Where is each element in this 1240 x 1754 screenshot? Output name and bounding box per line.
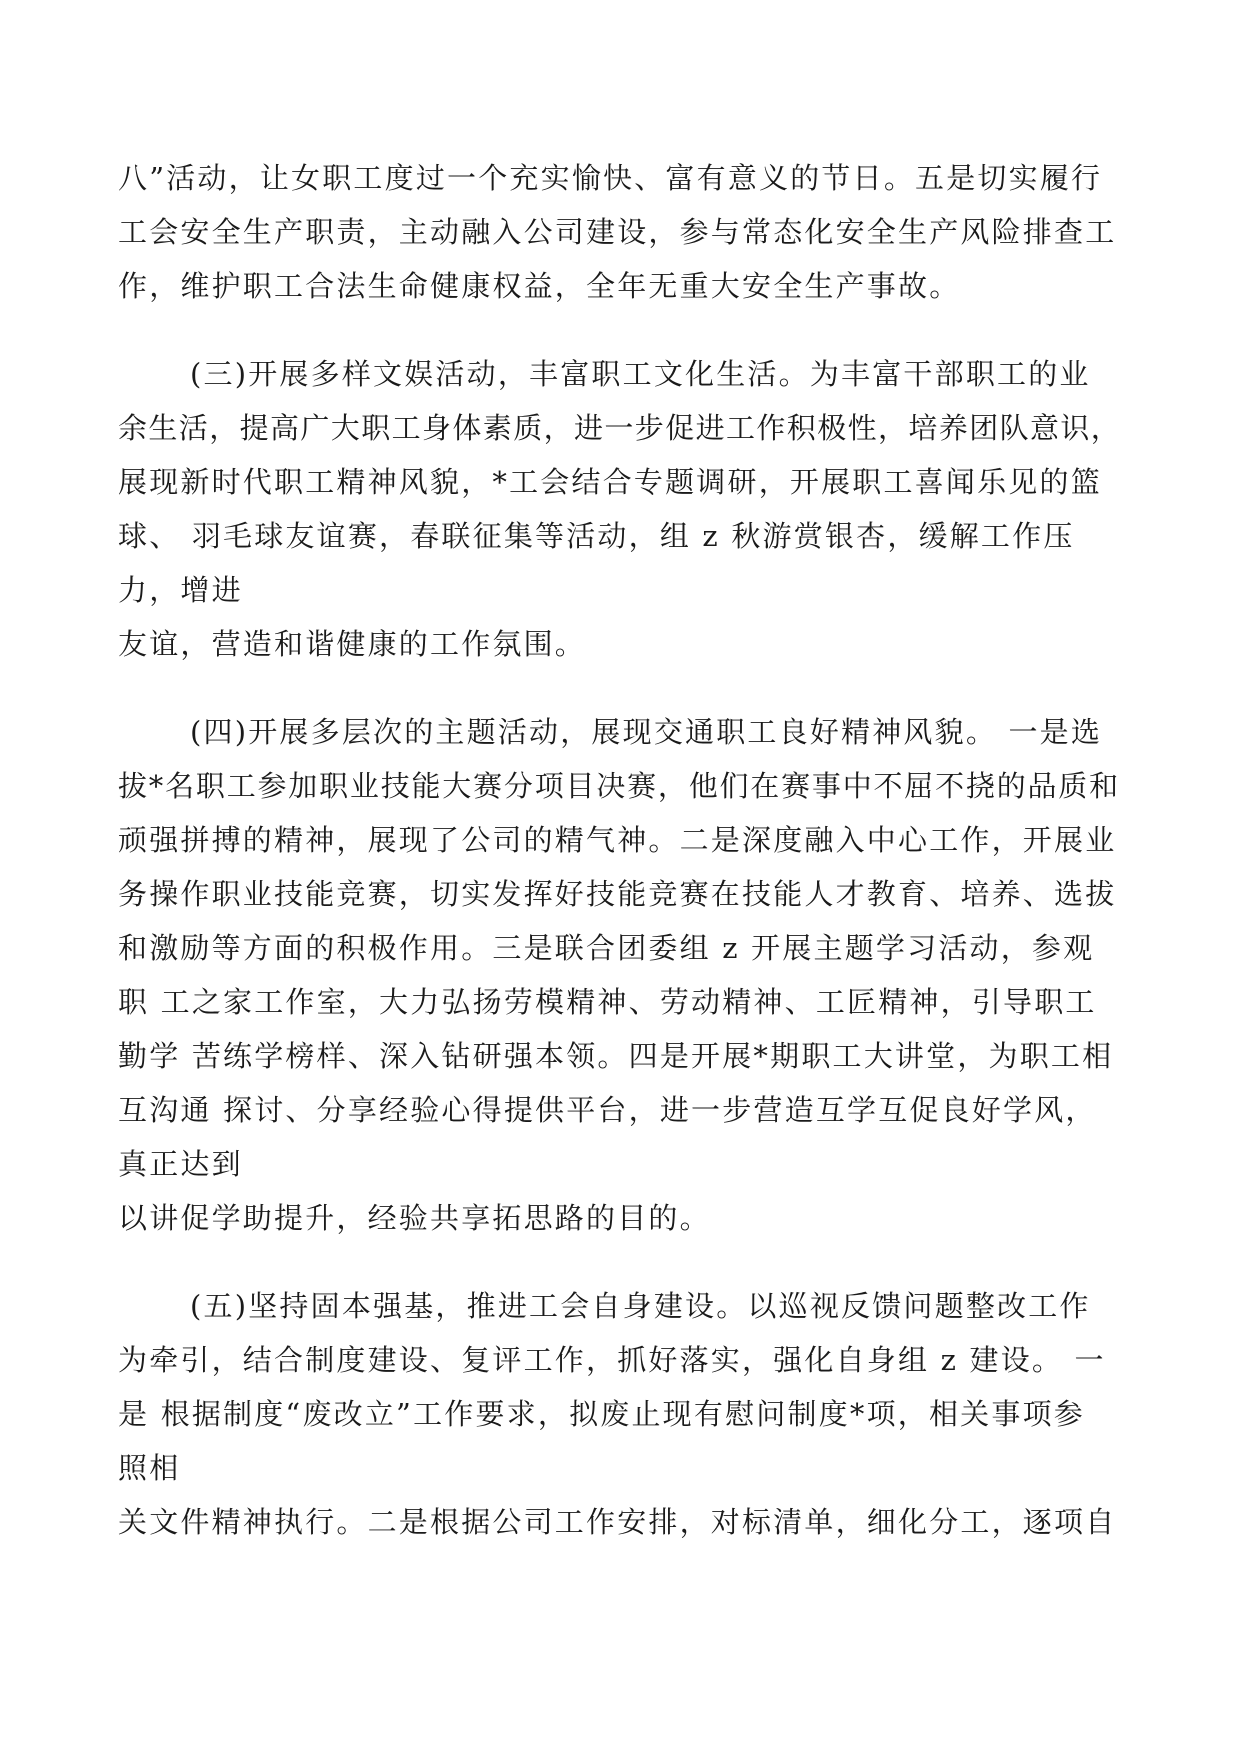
text-line: 真正达到: [118, 1147, 243, 1181]
text-line: 以讲促学助提升，经验共享拓思路的目的。: [118, 1201, 711, 1235]
text-line: 友谊，营造和谐健康的工作氛围。: [118, 627, 587, 661]
section-heading-3: (三)开展多样文娱活动，丰富职工文化生活。为丰富干部职工的业: [190, 357, 1091, 391]
text-line: 余生活，提高广大职工身体素质，进一步促进工作积极性，培养团队意识，: [118, 411, 1122, 445]
text-line: 职 工之家工作室，大力弘扬劳模精神、劳动精神、工匠精神，引导职工: [118, 985, 1097, 1019]
text-line: 和激励等方面的积极作用。三是联合团委组 z 开展主题学习活动，参观: [118, 931, 1095, 965]
text-line: 关文件精神执行。二是根据公司工作安排，对标清单，细化分工，逐项自: [118, 1505, 1117, 1539]
text-line: 务操作职业技能竞赛，切实发挥好技能竞赛在技能人才教育、培养、选拔: [118, 877, 1117, 911]
text-line: 互沟通 探讨、分享经验心得提供平台，进一步营造互学互促良好学风，: [118, 1093, 1097, 1127]
text-line: 是 根据制度“废改立”工作要求，拟废止现有慰问制度*项，相关事项参: [118, 1397, 1085, 1431]
section-heading-5: (五)坚持固本强基，推进工会自身建设。以巡视反馈问题整改工作: [190, 1289, 1091, 1323]
section-heading-4: (四)开展多层次的主题活动，展现交通职工良好精神风貌。 一是选: [190, 715, 1103, 749]
text-line: 八”活动，让女职工度过一个充实愉快、富有意义的节日。五是切实履行: [118, 161, 1103, 195]
text-line: 顽强拼搏的精神，展现了公司的精气神。二是深度融入中心工作，开展业: [118, 823, 1117, 857]
text-line: 展现新时代职工精神风貌，*工会结合专题调研，开展职工喜闻乐见的篮: [118, 465, 1102, 499]
text-line: 拔*名职工参加职业技能大赛分项目决赛，他们在赛事中不屈不挠的品质和: [118, 769, 1120, 803]
text-line: 勤学 苦练学榜样、深入钻研强本领。四是开展*期职工大讲堂，为职工相: [118, 1039, 1114, 1073]
text-line: 照相: [118, 1451, 181, 1485]
text-line: 球、 羽毛球友谊赛，春联征集等活动，组 z 秋游赏银杏，缓解工作压: [118, 519, 1075, 553]
text-line: 作，维护职工合法生命健康权益，全年无重大安全生产事故。: [118, 269, 961, 303]
text-line: 力，增进: [118, 573, 243, 607]
text-line: 为牵引，结合制度建设、复评工作，抓好落实，强化自身组 z 建设。 一: [118, 1343, 1106, 1377]
text-line: 工会安全生产职责，主动融入公司建设，参与常态化安全生产风险排查工: [118, 215, 1117, 249]
